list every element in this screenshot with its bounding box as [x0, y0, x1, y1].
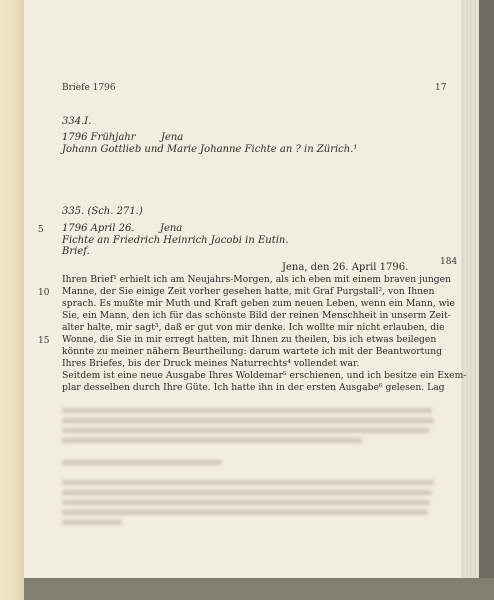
entry-date-place-334: 1796 Frühjahr Jena	[62, 132, 184, 143]
margin-page-ref: 184	[440, 257, 458, 267]
margin-line-10: 10	[38, 288, 50, 298]
entry-parties-334: Johann Gottlieb und Marie Johanne Fichte an ? in Zürich.¹	[62, 144, 358, 155]
entry-number-334: 334.I.	[62, 116, 92, 127]
body-line-6: Wonne, die Sie in mir erregt hatten, mit Ihnen zu theilen, bis ich etwas beilegen	[62, 334, 437, 345]
body-line-10: plar desselben durch Ihre Güte. Ich hatte ihn in der ersten Ausgabe⁶ gelesen. Lag	[62, 382, 445, 393]
body-line-5: alter halte, mir sagt³, daß er gut von mir denke. Ich wollte mir nicht erlauben, die	[62, 322, 445, 333]
entry-date-place-335: 1796 April 26. Jena	[62, 223, 183, 234]
book-bottom-shadow	[24, 578, 494, 600]
body-line-7: könnte zu meiner nähern Beurtheilung: darum wartete ich mit der Beantwortung	[62, 346, 443, 357]
body-line-8: Ihres Briefes, bis der Druck meines Naturrechts⁴ vollendet war.	[62, 358, 360, 369]
letter-place-date: Jena, den 26. April 1796.	[282, 262, 409, 273]
body-line-3: sprach. Es mußte mir Muth und Kraft geben zum neuen Leben, wenn ein Mann, wie	[62, 298, 455, 309]
body-line-1: Ihren Brief¹ erhielt ich am Neujahrs-Morgen, als ich eben mit einem braven jungen	[62, 274, 452, 285]
entry-parties-335: Fichte an Friedrich Heinrich Jacobi in Eutin.	[62, 235, 289, 246]
page-edges	[461, 0, 479, 578]
page-number: 17	[435, 83, 447, 93]
book-spine-gutter	[0, 0, 24, 600]
margin-line-5: 5	[38, 225, 44, 235]
running-title: Briefe 1796	[62, 83, 116, 93]
book-cover-edge	[479, 0, 494, 600]
body-line-4: Sie, ein Mann, den ich für das schönste Bild der reinen Menschheit in unserm Zeit-	[62, 310, 451, 321]
entry-kind-335: Brief.	[62, 246, 90, 257]
body-line-9: Seitdem ist eine neue Ausgabe Ihres Woldemar⁵ erschienen, und ich besitze ein Exem-	[62, 370, 467, 381]
body-line-2: Manne, der Sie einige Zeit vorher gesehen hatte, mit Graf Purgstall², von Ihnen	[62, 286, 435, 297]
entry-number-335: 335. (Sch. 271.)	[62, 206, 143, 217]
margin-line-15: 15	[38, 336, 50, 346]
